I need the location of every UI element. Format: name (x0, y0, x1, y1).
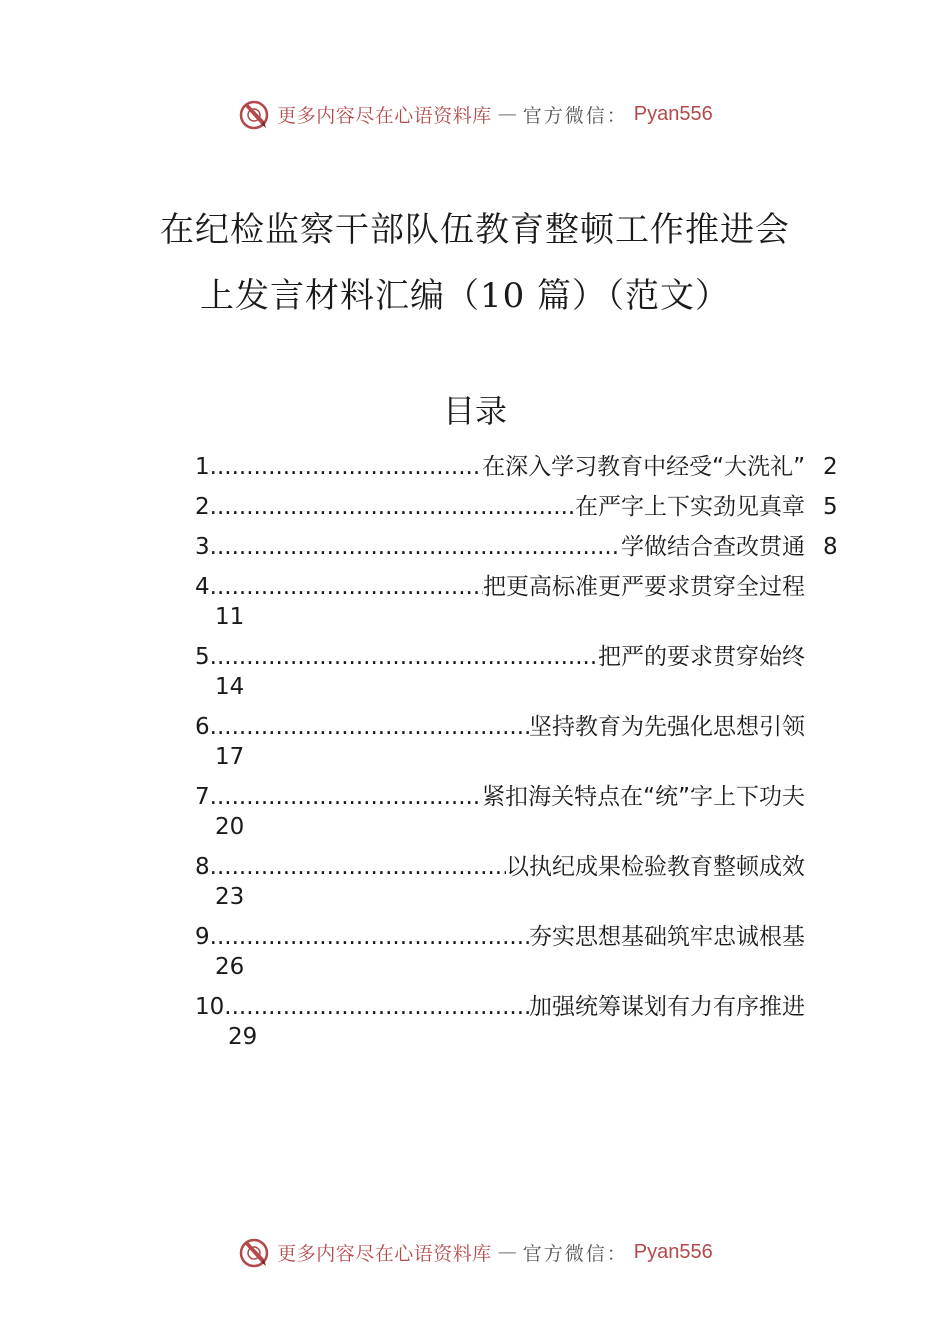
toc-entry-title: 以执纪成果检验教育整顿成效 (506, 854, 805, 880)
toc-leader-dots (224, 992, 529, 1022)
toc-entry-page: 26 (215, 954, 245, 980)
brush-logo-icon (237, 1235, 271, 1269)
banner-label: 官方微信： (522, 1242, 628, 1265)
toc-leader-dots (210, 642, 598, 672)
toc-entry[interactable] (195, 782, 855, 852)
toc-entry-title: 夯实思想基础筑牢忠诚根基 (529, 924, 805, 950)
brush-logo-icon (237, 97, 271, 131)
document-title-line-2: 上发言材料汇编（10 篇）（范文） (199, 276, 731, 316)
toc-leader-dots (210, 922, 529, 952)
toc-heading: 目录 (442, 392, 507, 430)
toc-entry[interactable] (195, 712, 855, 782)
toc-leader-dots (210, 782, 483, 812)
table-of-contents (195, 452, 855, 1062)
toc-entry[interactable] (195, 572, 855, 642)
toc-entry-title: 在严字上下实劲见真章 (575, 494, 805, 520)
toc-entry-page: 17 (215, 744, 245, 770)
toc-entry-page: 14 (215, 674, 245, 700)
toc-leader-dots (210, 712, 529, 742)
toc-entry-title: 坚持教育为先强化思想引领 (529, 714, 805, 740)
toc-entry-page: 5 (823, 494, 838, 520)
toc-entry-title: 加强统筹谋划有力有序推进 (529, 994, 805, 1020)
banner-label: 官方微信： (522, 104, 628, 127)
toc-entry-number: 10 (195, 994, 225, 1020)
toc-entry-number: 9 (195, 924, 210, 950)
banner-wechat-id: Pyan556 (633, 1240, 713, 1263)
toc-leader-dots (210, 852, 506, 882)
toc-entry-page: 8 (823, 534, 838, 560)
document-title-line-1: 在纪检监察干部队伍教育整顿工作推进会 (160, 210, 790, 250)
banner-dash: — (497, 1241, 517, 1263)
toc-entry[interactable] (195, 992, 855, 1062)
toc-entry-page: 20 (215, 814, 245, 840)
toc-entry[interactable] (195, 922, 855, 992)
toc-entry-number: 2 (195, 494, 210, 520)
toc-entry-number: 3 (195, 534, 210, 560)
toc-entry-page: 2 (823, 454, 838, 480)
toc-entry-number: 6 (195, 714, 210, 740)
toc-entry[interactable] (195, 452, 855, 492)
header-banner (0, 94, 950, 134)
toc-entry[interactable] (195, 492, 855, 532)
toc-entry[interactable] (195, 532, 855, 572)
toc-leader-dots (210, 452, 483, 482)
banner-dash: — (497, 103, 517, 125)
footer-banner (0, 1232, 950, 1272)
toc-entry-number: 7 (195, 784, 210, 810)
toc-entry-title: 紧扣海关特点在“统”字上下功夫 (482, 784, 805, 810)
toc-leader-dots (210, 532, 621, 562)
toc-leader-dots (210, 492, 575, 522)
toc-entry[interactable] (195, 852, 855, 922)
toc-entry-page: 23 (215, 884, 245, 910)
toc-entry-number: 1 (195, 454, 210, 480)
banner-text: 更多内容尽在心语资料库 (277, 104, 492, 127)
toc-entry-title: 把更高标准更严要求贯穿全过程 (483, 574, 805, 600)
banner-text: 更多内容尽在心语资料库 (277, 1242, 492, 1265)
toc-entry-page: 11 (215, 604, 245, 630)
toc-entry-number: 8 (195, 854, 210, 880)
toc-entry-title: 在深入学习教育中经受“大洗礼” (482, 454, 805, 480)
toc-entry-title: 把严的要求贯穿始终 (598, 644, 805, 670)
toc-entry-page: 29 (228, 1024, 258, 1050)
banner-wechat-id: Pyan556 (633, 102, 713, 125)
toc-entry-number: 5 (195, 644, 210, 670)
toc-entry-number: 4 (195, 574, 210, 600)
toc-leader-dots (210, 572, 483, 602)
toc-entry[interactable] (195, 642, 855, 712)
toc-entry-title: 学做结合查改贯通 (621, 534, 805, 560)
